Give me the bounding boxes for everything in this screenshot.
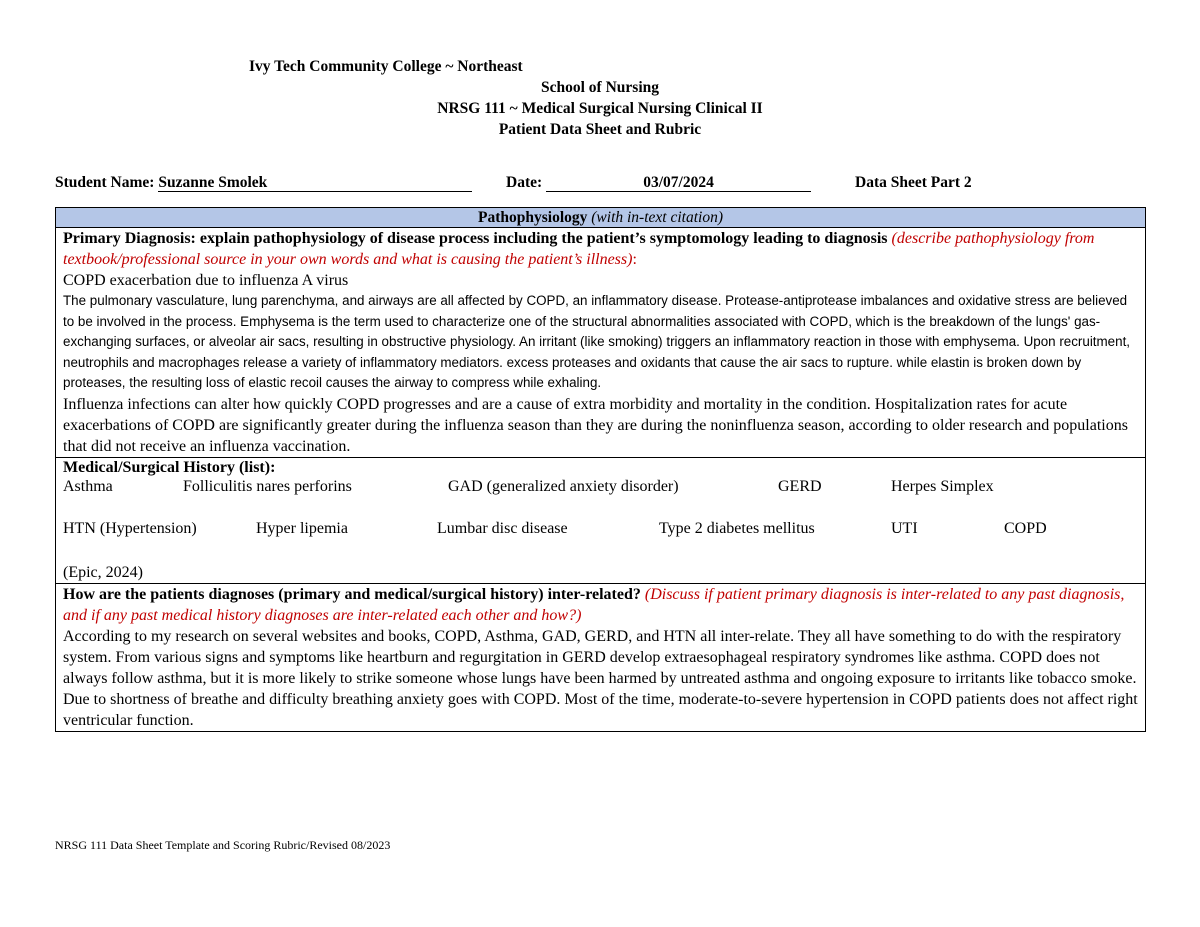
history-item: GERD xyxy=(778,477,822,495)
history-item: HTN (Hypertension) xyxy=(63,519,197,537)
primary-diagnosis-question: Primary Diagnosis: explain pathophysiology of disease process including the patient’s symptomology leading to diagnosis (describe pathophysiology from textbook/professional source in your own words and what is causing the patient’s illness): xyxy=(63,230,1095,268)
primary-diagnosis-row xyxy=(56,228,1146,458)
interrelation-question: How are the patients diagnoses (primary and medical/surgical history) inter-related? (Discuss if patient primary diagnosis is inter-related to any past diagnosis, and if any past medical history diagnoses are inter-related each other and how?) xyxy=(63,585,1125,624)
primary-diagnosis-cell xyxy=(56,228,1146,458)
pathophysiology-heading: Pathophysiology (with in-text citation) xyxy=(56,208,1146,228)
history-item: Hyper lipemia xyxy=(256,519,348,537)
date-label: Date: xyxy=(506,174,543,191)
history-item: Folliculitis nares perforins xyxy=(183,477,352,495)
student-name-label: Student Name: xyxy=(55,174,155,191)
pathophysiology-paragraph: The pulmonary vasculature, lung parenchyma, and airways are all affected by COPD, an inflammatory disease. Protease-antiprotease imbalances and oxidative stress are believed to be involved in the process. Emphysema is the term used to characterize one of the structural abnormalities associated with COPD, which is the breakdown of the lungs' gas-exchanging surfaces, or alveolar air sacs, resulting in obstructive physiology. An irritant (like smoking) triggers an inflammatory reaction in those with emphysema. Upon recruitment, neutrophils and macrophages release a variety of inflammatory mediators. excess proteases and oxidants that cause the air sacs to rupture. while elastin is broken down by proteases, the resulting loss of elastic recoil causes the airway to compress while exhaling. xyxy=(63,293,1131,390)
institution-title: Ivy Tech Community College ~ Northeast xyxy=(249,58,523,75)
student-name-value: Suzanne Smolek xyxy=(158,175,472,192)
document-title: Patient Data Sheet and Rubric xyxy=(498,121,702,138)
history-item: Type 2 diabetes mellitus xyxy=(659,519,815,537)
history-citation: (Epic, 2024) xyxy=(63,563,143,581)
history-item: UTI xyxy=(891,519,918,537)
influenza-paragraph: Influenza infections can alter how quickly COPD progresses and are a cause of extra morbidity and mortality in the condition. Hospitalization rates for acute exacerbations of COPD are significantly greater during the influenza season than they are during the noninfluenza season, according to older research and populations that did not receive an influenza vaccination. xyxy=(63,395,1128,455)
interrelation-row xyxy=(56,583,1146,731)
date-value: 03/07/2024 xyxy=(546,175,811,192)
primary-diagnosis-instructions: (describe pathophysiology from textbook/professional source in your own words and what is causing the patient’s illness) xyxy=(63,230,1095,268)
data-sheet-part: Data Sheet Part 2 xyxy=(855,174,972,191)
school-title: School of Nursing xyxy=(541,79,659,96)
pathophysiology-header-row xyxy=(56,208,1146,228)
history-item: Asthma xyxy=(63,477,113,495)
history-cell xyxy=(56,457,1146,583)
interrelation-answer: According to my research on several websites and books, COPD, Asthma, GAD, GERD, and HTN all inter-relate. They all have something to do with the respiratory system. From various signs and symptoms like heartburn and regurgitation in GERD develop extraesophageal respiratory syndromes like asthma. COPD does not always follow asthma, but it is more likely to strike someone whose lungs have been harmed by untreated asthma and ongoing exposure to irritants like tobacco smoke. Due to shortness of breathe and difficulty breathing anxiety goes with COPD. Most of the time, moderate-to-severe hypertension in COPD patients does not affect right ventricular function. xyxy=(63,627,1138,729)
history-item: Herpes Simplex xyxy=(891,477,994,495)
interrelation-instructions: (Discuss if patient primary diagnosis is inter-related to any past diagnosis, and if any past medical history diagnoses are inter-related each other and how?) xyxy=(63,585,1125,624)
page-footer: NRSG 111 Data Sheet Template and Scoring Rubric/Revised 08/2023 xyxy=(55,838,391,852)
history-item: Lumbar disc disease xyxy=(437,519,568,537)
interrelation-cell xyxy=(56,583,1146,731)
history-heading: Medical/Surgical History (list): xyxy=(63,458,276,476)
history-list-row-1 xyxy=(63,478,1138,520)
course-title: NRSG 111 ~ Medical Surgical Nursing Clinical II xyxy=(437,100,763,117)
history-item: COPD xyxy=(1004,519,1047,537)
history-list-row-2 xyxy=(63,520,1138,562)
student-name-field xyxy=(55,174,472,192)
date-field xyxy=(506,174,811,192)
history-item: GAD (generalized anxiety disorder) xyxy=(448,477,679,495)
history-row xyxy=(56,457,1146,583)
patient-data-table xyxy=(55,207,1146,732)
heading-note: (with in-text citation) xyxy=(591,209,723,226)
diagnosis-text: COPD exacerbation due to influenza A virus xyxy=(63,272,349,289)
